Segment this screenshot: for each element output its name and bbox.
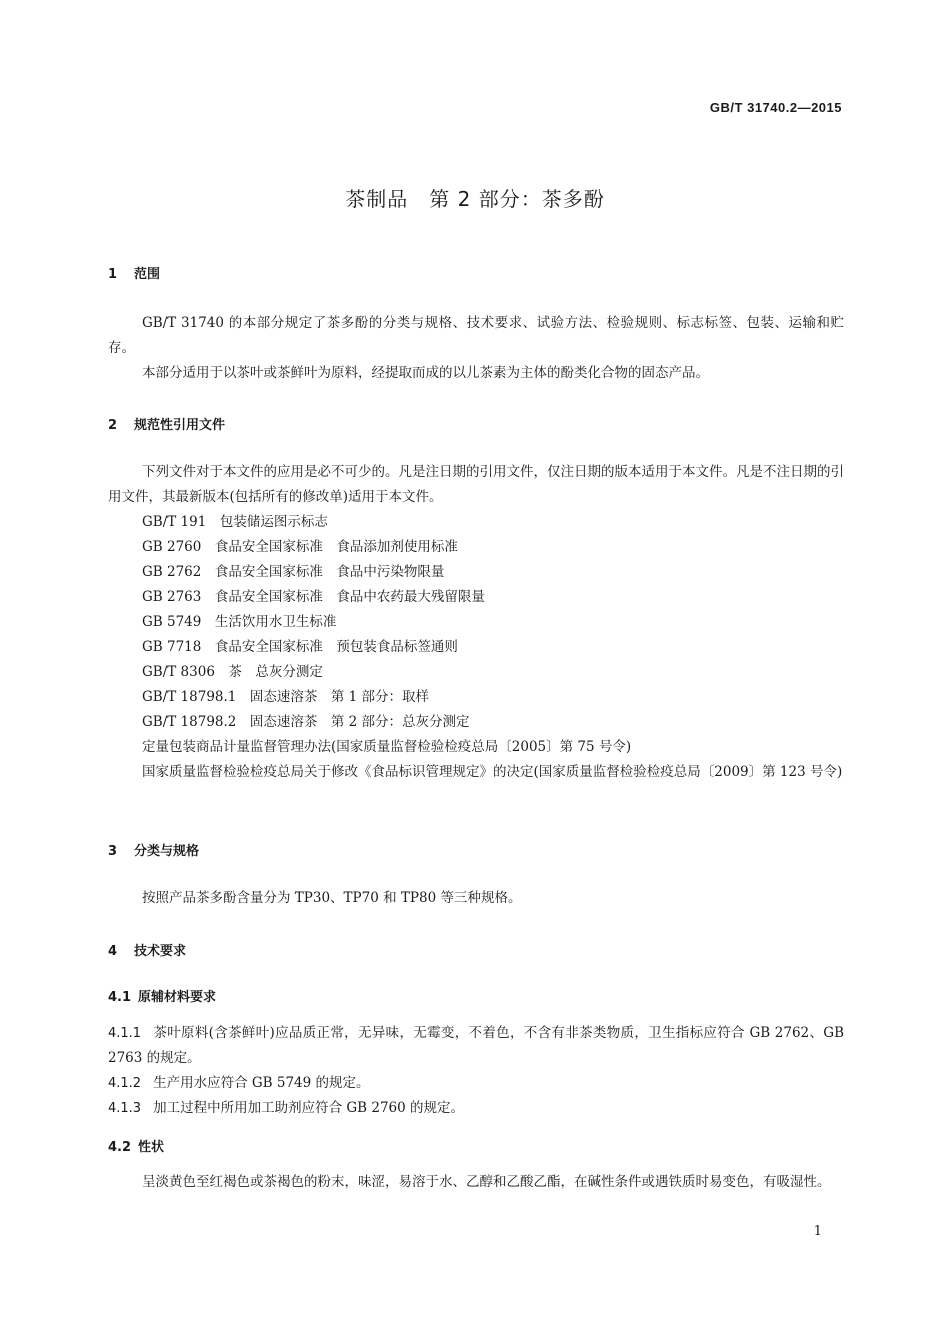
properties-paragraph: 呈淡黄色至红褐色或茶褐色的粉末，味涩，易溶于水、乙醇和乙酸乙酯，在碱性条件或遇铁质时易变色，有吸湿性。: [142, 1174, 831, 1190]
section-4-1-heading: [108, 986, 216, 1005]
scope-paragraph-2: 本部分适用于以茶叶或茶鲜叶为原料，经提取而成的以儿茶素为主体的酚类化合物的固态产品。: [142, 365, 709, 381]
standard-code: GB/T 31740.2—2015: [709, 100, 842, 115]
reference-item: GB/T 18798.1 固态速溶茶 第 1 部分：取样: [142, 689, 430, 705]
clause-number: 4.1.1: [108, 1026, 142, 1041]
reference-item: GB 2762 食品安全国家标准 食品中污染物限量: [142, 564, 445, 580]
section-number: 3: [108, 844, 118, 859]
clause-4-1-2: [108, 1071, 844, 1096]
scope-paragraph-1: GB/T 31740 的本部分规定了茶多酚的分类与规格、技术要求、试验方法、检验规则、标志标签、包装、运输和贮存。: [108, 315, 844, 356]
classification-paragraph: 按照产品茶多酚含量分为 TP30、TP70 和 TP80 等三种规格。: [142, 890, 522, 906]
reference-item: 定量包装商品计量监督管理办法(国家质量监督检验检疫总局〔2005〕第 75 号令): [142, 739, 632, 755]
clause-4-1-3: [108, 1096, 844, 1121]
section-title: 性状: [138, 1140, 165, 1155]
section-title: 规范性引用文件: [134, 418, 226, 433]
reference-item: GB 7718 食品安全国家标准 预包装食品标签通则: [142, 639, 458, 655]
document-title: 茶制品 第 2 部分：茶多酚: [345, 187, 605, 211]
reference-item: GB/T 191 包装储运图示标志: [142, 514, 328, 530]
section-title: 原辅材料要求: [138, 990, 217, 1005]
reference-item: GB 2760 食品安全国家标准 食品添加剂使用标准: [142, 539, 458, 555]
section-title: 范围: [134, 267, 161, 282]
clause-4-1-1: [108, 1021, 844, 1071]
section-number: 2: [108, 418, 118, 433]
section-number: 4: [108, 944, 118, 959]
reference-item: GB/T 8306 茶 总灰分测定: [142, 664, 323, 680]
clause-number: 4.1.2: [108, 1076, 142, 1091]
section-4-heading: [108, 940, 186, 959]
clause-text: 生产用水应符合 GB 5749 的规定。: [153, 1075, 370, 1091]
clause-text: 加工过程中所用加工助剂应符合 GB 2760 的规定。: [153, 1100, 465, 1116]
section-number: 4.2: [108, 1140, 132, 1155]
section-title: 分类与规格: [134, 844, 200, 859]
reference-item: GB 2763 食品安全国家标准 食品中农药最大残留限量: [142, 589, 485, 605]
section-2-heading: [108, 414, 225, 433]
section-number: 1: [108, 267, 118, 282]
reference-item: GB/T 18798.2 固态速溶茶 第 2 部分：总灰分测定: [142, 714, 470, 730]
section-1-heading: [108, 263, 160, 282]
section-number: 4.1: [108, 990, 132, 1005]
reference-item: GB 5749 生活饮用水卫生标准: [142, 614, 337, 630]
reference-item-last: 国家质量监督检验检疫总局关于修改《食品标识管理规定》的决定(国家质量监督检验检疫总局〔2009〕第 123 号令): [142, 764, 843, 780]
section-4-2-heading: [108, 1136, 164, 1155]
section-3-heading: [108, 840, 199, 859]
section-title: 技术要求: [134, 944, 187, 959]
references-intro: 下列文件对于本文件的应用是必不可少的。凡是注日期的引用文件，仅注日期的版本适用于本文件。凡是不注日期的引用文件，其最新版本(包括所有的修改单)适用于本文件。: [108, 464, 844, 505]
clause-number: 4.1.3: [108, 1101, 142, 1116]
clause-text: 茶叶原料(含茶鲜叶)应品质正常，无异味，无霉变，不着色，不含有非茶类物质，卫生指标应符合 GB 2762、GB 2763 的规定。: [108, 1025, 844, 1066]
page-number: 1: [813, 1224, 822, 1239]
